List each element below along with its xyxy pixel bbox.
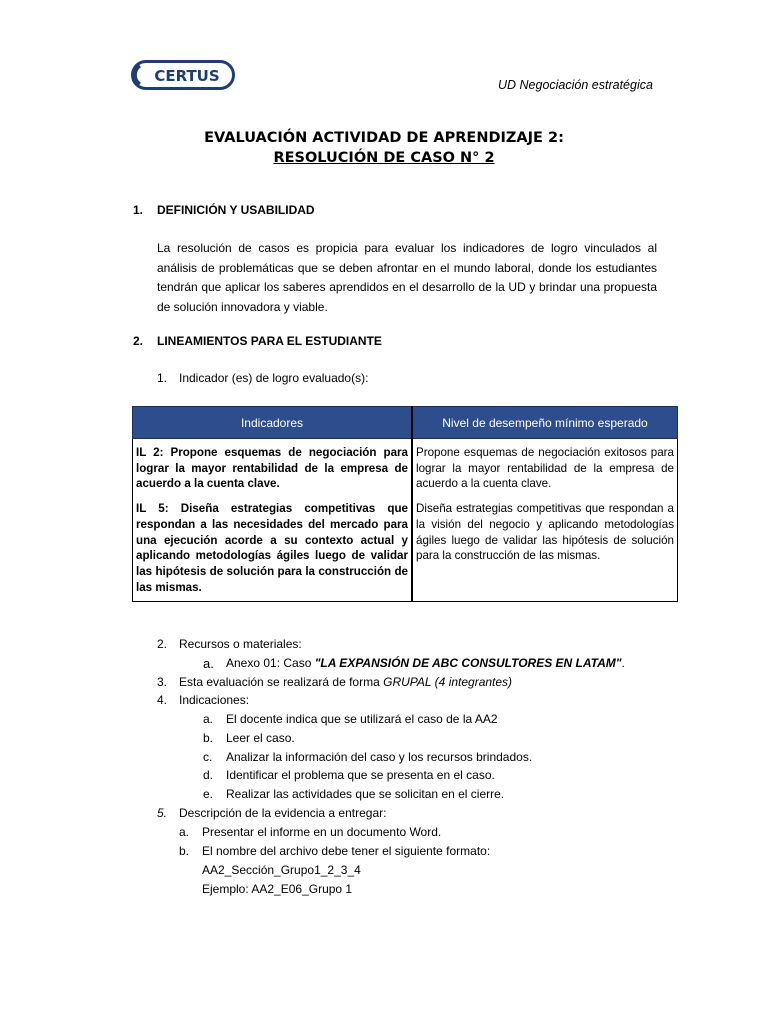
- table-header-row: [133, 407, 678, 439]
- evaluacion-prefix: Esta evaluación se realizará de forma: [179, 675, 384, 689]
- indicacion-letter: d.: [203, 768, 214, 782]
- evidencia-label: Descripción de la evidencia a entregar:: [179, 806, 387, 820]
- item1-label: Indicador (es) de logro evaluado(s):: [179, 371, 369, 385]
- logo-text: CERTUS: [154, 67, 220, 85]
- anexo-letter: a.: [203, 656, 214, 671]
- evaluacion-line: [179, 675, 512, 689]
- indicators-table: [132, 406, 678, 602]
- table-row: [133, 439, 678, 602]
- certus-logo: [131, 60, 235, 90]
- file-example: Ejemplo: AA2_E06_Grupo 1: [202, 882, 353, 896]
- anexo-line: [226, 656, 625, 670]
- anexo-prefix: Anexo 01: Caso: [226, 656, 315, 670]
- table-cell-nivel: [412, 439, 678, 602]
- anexo-suffix: .: [621, 656, 625, 670]
- indicacion-letter: a.: [203, 712, 214, 726]
- evaluacion-mode: GRUPAL (4 integrantes): [383, 675, 513, 689]
- recursos-label: Recursos o materiales:: [179, 637, 302, 651]
- indicacion-item: El docente indica que se utilizará el caso de la AA2: [226, 712, 498, 726]
- section1-heading: DEFINICIÓN Y USABILIDAD: [157, 203, 315, 217]
- level-2: Diseña estrategias competitivas que respondan a la visión del negocio y aplicando metodologías ágiles luego de validar las hipótesis de solución para la construcción de las mismas.: [416, 502, 674, 563]
- level-1: Propone esquemas de negociación exitosos para lograr la mayor rentabilidad de la empresa de acuerdo a la cuenta clave.: [416, 446, 674, 491]
- page-title: EVALUACIÓN ACTIVIDAD DE APRENDIZAJE 2:: [204, 130, 564, 146]
- indicacion-letter: b.: [203, 731, 214, 745]
- anexo-case-title: "LA EXPANSIÓN DE ABC CONSULTORES EN LATAM": [314, 656, 622, 670]
- evidencia-b-letter: b.: [179, 844, 190, 858]
- evidencia-a-letter: a.: [179, 825, 190, 839]
- section2-number: 2.: [133, 334, 144, 348]
- file-format: AA2_Sección_Grupo1_2_3_4: [202, 863, 361, 877]
- evidencia-b: El nombre del archivo debe tener el siguiente formato:: [202, 844, 491, 858]
- indicacion-item: Leer el caso.: [226, 731, 295, 745]
- indicator-il5: IL 5: Diseña estrategias competitivas que respondan a las necesidades del mercado para una ejecución acorde a su contexto actual y aplicando metodologías ágiles luego de validar las hipótesis de solución para la construcción de las mismas.: [136, 502, 408, 594]
- evidencia-number: 5.: [157, 806, 168, 820]
- section2-heading: LINEAMIENTOS PARA EL ESTUDIANTE: [157, 334, 382, 348]
- table-cell-indicadores: [133, 439, 413, 602]
- indicaciones-label: Indicaciones:: [179, 693, 250, 707]
- indicacion-item: Analizar la información del caso y los recursos brindados.: [226, 750, 533, 764]
- table-header-indicadores: Indicadores: [133, 407, 413, 439]
- page-subtitle: RESOLUCIÓN DE CASO N° 2: [273, 150, 495, 166]
- indicacion-letter: e.: [203, 787, 214, 801]
- evidencia-a: Presentar el informe en un documento Word.: [202, 825, 442, 839]
- table-header-nivel: Nivel de desempeño mínimo esperado: [412, 407, 678, 439]
- indicacion-item: Identificar el problema que se presenta en el caso.: [226, 768, 495, 782]
- indicacion-letter: c.: [203, 750, 213, 764]
- recursos-number: 2.: [157, 637, 168, 651]
- section1-body: La resolución de casos es propicia para evaluar los indicadores de logro vinculados al análisis de problemáticas que se deben afrontar en el mundo laboral, donde los estudiantes tendrán que aplicar los saberes aprendidos en el desarrollo de la UD y brindar una propuesta de solución innovadora y viable.: [157, 241, 657, 314]
- item1-number: 1.: [157, 371, 168, 385]
- indicacion-item: Realizar las actividades que se solicitan en el cierre.: [226, 787, 505, 801]
- evaluacion-number: 3.: [157, 675, 168, 689]
- indicaciones-number: 4.: [157, 693, 168, 707]
- course-name: UD Negociación estratégica: [498, 78, 653, 92]
- section1-number: 1.: [133, 203, 144, 217]
- indicator-il2: IL 2: Propone esquemas de negociación para lograr la mayor rentabilidad de la empresa de acuerdo a la cuenta clave.: [136, 446, 408, 491]
